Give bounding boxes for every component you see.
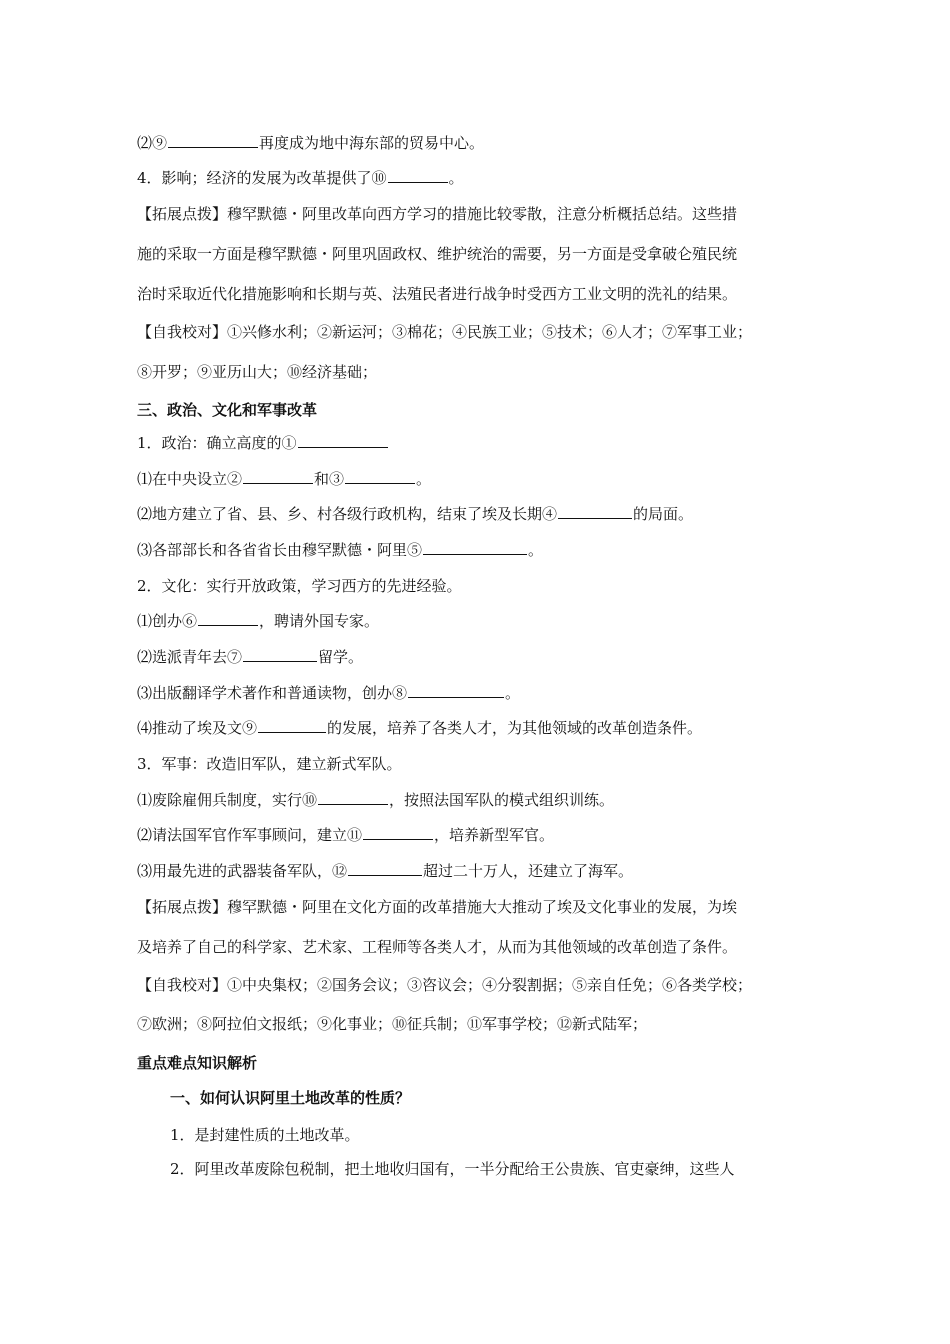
- tip-line: 治时采取近代化措施影响和长期与英、法殖民者进行战争时受西方工业文明的洗礼的结果。: [137, 285, 738, 303]
- tip-line: 【拓展点拨】穆罕默德・阿里改革向西方学习的措施比较零散，注意分析概括总结。这些措: [137, 205, 738, 223]
- text-line: ⑷推动了埃及文⑨ 的发展，培养了各类人才，为其他领域的改革创造条件。: [137, 719, 703, 737]
- text-line: 2．阿里改革废除包税制，把土地收归国有，一半分配给王公贵族、官吏豪绅，这些人: [170, 1160, 735, 1178]
- text-line: ⑶出版翻译学术著作和普通读物，创办⑧ 。: [137, 684, 521, 702]
- text-line: ⑴废除雇佣兵制度，实行⑩ ，按照法国军队的模式组织训练。: [137, 791, 615, 809]
- text-line: ⑶用最先进的武器装备军队，⑫ 超过二十万人，还建立了海军。: [137, 862, 634, 880]
- text-line: ⑵请法国军官作军事顾问，建立⑪ ，培养新型军官。: [137, 826, 555, 844]
- text-line: 2．文化：实行开放政策，学习西方的先进经验。: [137, 577, 462, 595]
- text-line: 1．政治：确立高度的①: [137, 433, 830, 453]
- text-line: ⑴在中央设立② 和③ 。: [137, 470, 432, 488]
- tip-line: 施的采取一方面是穆罕默德・阿里巩固政权、维护统治的需要，另一方面是受拿破仑殖民统: [137, 245, 738, 263]
- fill-blank: [258, 718, 326, 733]
- answer-line: 【自我校对】①兴修水利；②新运河；③棉花；④民族工业；⑤技术；⑥人才；⑦军事工业；: [137, 323, 753, 341]
- fill-blank: [348, 861, 422, 876]
- text-line: 4．影响；经济的发展为改革提供了⑩ 。: [137, 169, 464, 187]
- fill-blank: [168, 133, 258, 148]
- fill-blank: [558, 504, 632, 519]
- text-line: 3．军事：改造旧军队，建立新式军队。: [137, 755, 402, 773]
- answer-line: ⑧开罗；⑨亚历山大；⑩经济基础；: [137, 363, 378, 381]
- fill-blank: [408, 683, 504, 698]
- fill-blank: [318, 790, 388, 805]
- text-line: 1．是封建性质的土地改革。: [170, 1126, 360, 1144]
- question-heading: 一、如何认识阿里土地改革的性质？: [170, 1089, 411, 1107]
- text-line: ⑵地方建立了省、县、乡、村各级行政机构，结束了埃及长期④ 的局面。: [137, 505, 694, 523]
- text-line: ⑵⑨ 再度成为地中海东部的贸易中心。: [137, 134, 485, 152]
- answer-line: ⑦欧洲；⑧阿拉伯文报纸；⑨化事业；⑩征兵制；⑪军事学校；⑫新式陆军；: [137, 1015, 648, 1033]
- text-line: ⑵选派青年去⑦ 留学。: [137, 648, 364, 666]
- text-line: ⑶各部部长和各省省长由穆罕默德・阿里⑤ 。: [137, 541, 544, 559]
- fill-blank: [243, 647, 317, 662]
- fill-blank: [345, 469, 415, 484]
- fill-blank: [298, 433, 388, 448]
- fill-blank: [243, 469, 313, 484]
- tip-line: 【拓展点拨】穆罕默德・阿里在文化方面的改革措施大大推动了埃及文化事业的发展，为埃: [137, 898, 738, 916]
- fill-blank: [198, 611, 258, 626]
- text-line: ⑴创办⑥ ，聘请外国专家。: [137, 612, 380, 630]
- section-heading: 三、政治、文化和军事改革: [137, 401, 318, 419]
- section-heading: 重点难点知识解析: [137, 1054, 258, 1072]
- fill-blank: [388, 168, 448, 183]
- tip-line: 及培养了自己的科学家、艺术家、工程师等各类人才，从而为其他领域的改革创造了条件。: [137, 938, 738, 956]
- fill-blank: [423, 540, 527, 555]
- fill-blank: [363, 825, 433, 840]
- answer-line: 【自我校对】①中央集权；②国务会议；③咨议会；④分裂割据；⑤亲自任免；⑥各类学校；: [137, 976, 753, 994]
